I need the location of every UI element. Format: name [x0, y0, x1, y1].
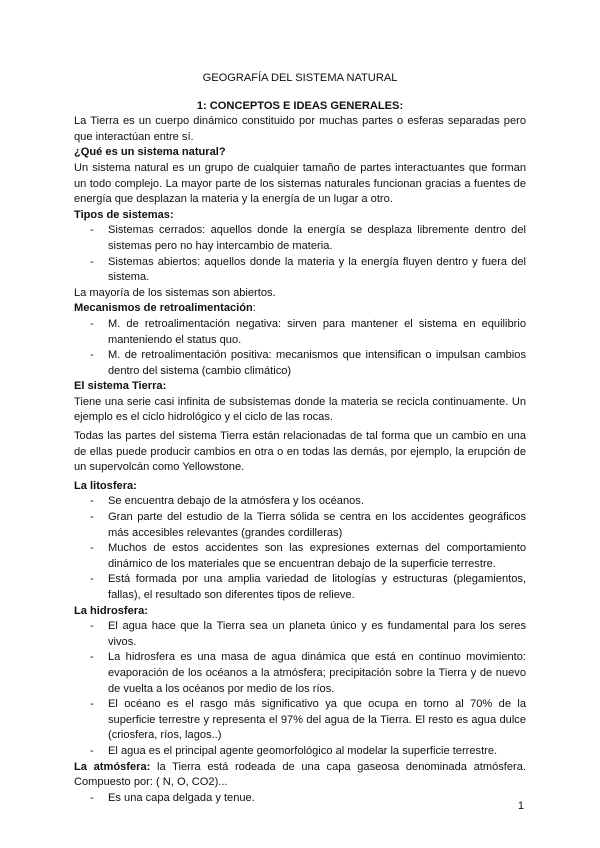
list-item-text: M. de retroalimentación negativa: sirven para mantener el sistema en equilibrio manteniendo el status quo. [108, 317, 526, 346]
list-item-text: Sistemas cerrados: aquellos donde la energía se desplaza libremente dentro del sistemas pero no hay intercambio de materia. [108, 224, 526, 252]
paragraph-tierra-2: Todas las partes del sistema Tierra están relacionadas de tal forma que un cambio en una de ellas puede producir cambios en otra o en todas las demás, por ejemplo, la erupción de un supervolcán como Yellowstone. [74, 430, 526, 474]
heading-sistema-natural: ¿Qué es un sistema natural? [74, 146, 226, 159]
heading-mecanismos-text: Mecanismos de retroalimentación [74, 302, 253, 315]
heading-litosfera: La litosfera: [74, 479, 137, 492]
dash-bullet: - [90, 651, 94, 664]
list-item [74, 619, 526, 650]
intro-paragraph: La Tierra es un cuerpo dinámico constituido por muchas partes o esferas separadas pero que interactúan entre sí. [74, 115, 526, 143]
list-mecanismos [74, 317, 526, 379]
heading-atmosfera: La atmósfera: [74, 760, 151, 773]
list-item-text: El agua hace que la Tierra sea un planeta único y es fundamental para los seres vivos. [108, 620, 526, 648]
list-item [74, 697, 526, 744]
dash-bullet: - [90, 573, 94, 586]
dash-bullet: - [90, 255, 94, 268]
dash-bullet: - [90, 317, 94, 330]
heading-tipos-sistemas: Tipos de sistemas: [74, 208, 174, 221]
list-item-text: El océano es el rasgo más significativo ya que ocupa en torno al 70% de la superficie terrestre y representa el 97% del agua de la Tierra. El resto es agua dulce (criosfera, ríos, lagos..) [108, 698, 526, 742]
section-heading: 1: CONCEPTOS E IDEAS GENERALES: [196, 99, 404, 112]
list-item-text: Muchos de estos accidentes son las expresiones externas del comportamiento dinámico de los materiales que se encuentran debajo de la superficie terrestre. [108, 542, 526, 570]
dash-bullet: - [90, 349, 94, 362]
dash-bullet: - [90, 744, 94, 757]
paragraph-sistema-natural: Un sistema natural es un grupo de cualquier tamaño de partes interactuantes que forman un todo complejo. La mayor parte de los sistemas naturales funcionan gracias a fuentes de energía que desplazan la materia y la energía de un lugar a otro. [74, 161, 526, 206]
list-item [74, 650, 526, 697]
list-litosfera [74, 494, 526, 603]
list-atmosfera [74, 791, 526, 807]
heading-hidrosfera: La hidrosfera: [74, 604, 148, 617]
list-item [74, 348, 526, 379]
list-hidrosfera [74, 619, 526, 759]
list-item-text: Se encuentra debajo de la atmósfera y los océanos. [108, 495, 364, 508]
list-item [74, 223, 526, 254]
paragraph-atmosfera [74, 760, 526, 791]
list-item [74, 317, 526, 348]
dash-bullet: - [90, 511, 94, 524]
heading-sistema-tierra: El sistema Tierra: [74, 380, 167, 393]
document-title: GEOGRAFÍA DEL SISTEMA NATURAL [202, 72, 398, 84]
paragraph-mayoria: La mayoría de los sistemas son abiertos. [74, 286, 276, 299]
list-tipos-sistemas [74, 223, 526, 285]
list-item-text: Está formada por una amplia variedad de litologías y estructuras (plegamientos, fallas), el resultado son diferentes tipos de relieve. [108, 573, 526, 601]
list-item [74, 494, 526, 510]
list-item [74, 510, 526, 541]
paragraph-atmosfera-text: la Tierra está rodeada de una capa gaseosa denominada atmósfera. Compuesto por: ( N, O, CO2)... [74, 760, 526, 789]
list-item [74, 541, 526, 572]
dash-bullet: - [90, 698, 94, 711]
heading-mecanismos [74, 301, 526, 317]
list-item-text: Sistemas abiertos: aquellos donde la materia y la energía fluyen dentro y fuera del sistema. [108, 255, 526, 284]
page-number: 1 [517, 800, 524, 812]
list-item-text: El agua es el principal agente geomorfológico al modelar la superficie terrestre. [108, 744, 498, 757]
list-item [74, 744, 526, 760]
dash-bullet: - [90, 542, 94, 555]
list-item-text: M. de retroalimentación positiva: mecanismos que intensifican o impulsan cambios dentro del sistema (cambio climático) [108, 349, 526, 377]
heading-mecanismos-colon: : [252, 302, 256, 315]
list-item [74, 255, 526, 286]
dash-bullet: - [90, 495, 94, 508]
dash-bullet: - [90, 620, 94, 633]
list-item-text: Gran parte del estudio de la Tierra sólida se centra en los accidentes geográficos más accesibles relevantes (grandes cordilleras) [108, 511, 526, 539]
list-item [74, 791, 526, 807]
list-item-text: La hidrosfera es una masa de agua dinámica que está en continuo movimiento: evaporación de los océanos a la atmósfera; precipitación sobre la Tierra y de nuevo de vuelta a los océanos por medio de los ríos. [108, 651, 526, 695]
list-item-text: Es una capa delgada y tenue. [108, 791, 255, 804]
dash-bullet: - [90, 224, 94, 237]
list-item [74, 572, 526, 603]
paragraph-tierra-1: Tiene una serie casi infinita de subsistemas donde la materia se recicla continuamente. Un ejemplo es el ciclo hidrológico y el ciclo de las rocas. [74, 395, 526, 424]
dash-bullet: - [90, 791, 94, 804]
